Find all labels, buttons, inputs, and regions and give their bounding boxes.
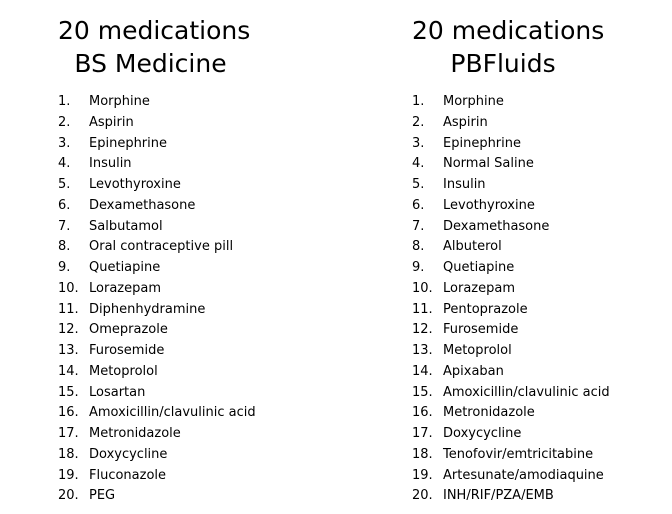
medication-list-item [58,196,354,217]
medication-name: Epinephrine [89,135,167,151]
medication-list-item [412,196,668,217]
bs-medicine-title [58,14,251,80]
medication-list-item [412,424,668,445]
bs-medicine-column [58,14,354,507]
medication-name: Levothyroxine [89,177,181,192]
medication-list-item [58,362,354,383]
medication-number: 15. [58,384,79,400]
medication-number: 18. [58,446,79,462]
medication-list-item [58,175,354,196]
medication-list-item [58,445,354,466]
medication-name: Furosemide [443,322,519,338]
medication-number: 8. [58,239,71,255]
medication-name: Artesunate/amodiaquine [443,467,604,483]
medication-name: Pentoprazole [443,301,528,317]
medication-list-item [412,175,668,196]
medication-name: Lorazepam [89,280,161,296]
medication-name: Insulin [89,156,132,172]
medication-list-item [412,134,668,155]
medication-list-item [412,341,668,362]
medication-name: Epinephrine [443,135,521,151]
medication-list-item [412,403,668,424]
medication-list-item [412,279,668,300]
medication-number: 14. [412,363,433,379]
medication-number: 14. [58,363,79,379]
medication-number: 2. [412,114,425,130]
medication-list-item [58,383,354,404]
medication-name: Amoxicillin/clavulinic acid [89,405,256,421]
medication-name: Doxycycline [443,426,522,441]
medication-number: 9. [58,260,71,275]
medication-name: Lorazepam [443,280,515,296]
medication-list-item [412,445,668,466]
medication-list-item [412,466,668,487]
medication-list-item [58,217,354,238]
medication-list-item [412,237,668,258]
medication-number: 19. [412,467,433,483]
medication-name: Apixaban [443,363,504,379]
medication-name: Albuterol [443,239,502,255]
medication-name: PEG [89,488,116,504]
medication-number: 3. [412,135,425,151]
medication-list-item [58,486,354,507]
medication-list-item [58,279,354,300]
bs-medicine-list [58,92,354,507]
medication-list-item [412,300,668,321]
medication-number: 10. [58,280,79,296]
medication-number: 5. [58,177,71,192]
pbfluids-title [412,14,605,80]
medication-name: Salbutamol [89,218,163,234]
medication-name: Fluconazole [89,467,167,483]
medication-name: Losartan [89,384,146,400]
medication-list-item [58,154,354,175]
medication-number: 9. [412,260,425,275]
medication-list-item [58,320,354,341]
medication-list-item [412,383,668,404]
medication-name: Metoprolol [443,343,512,358]
medication-number: 17. [58,426,79,441]
medication-number: 11. [412,301,433,317]
medication-name: Morphine [443,94,504,109]
medication-name: Dexamethasone [89,197,196,213]
bs-medicine-title-line2: BS Medicine [74,49,227,78]
medication-number: 4. [412,156,425,172]
medication-list-item [58,300,354,321]
medication-name: Metronidazole [89,426,181,441]
medication-name: Doxycycline [89,446,168,462]
medication-number: 12. [412,322,433,338]
medication-number: 2. [58,114,71,130]
medication-name: Omeprazole [89,322,168,338]
medication-list-item [58,466,354,487]
medication-number: 10. [412,280,433,296]
medication-list-item [412,362,668,383]
pbfluids-column [412,14,668,507]
medication-list-item [58,134,354,155]
medication-list-item [58,403,354,424]
medication-list-item [412,113,668,134]
medication-name: Tenofovir/emtricitabine [443,446,594,462]
medication-number: 7. [412,218,425,234]
medication-number: 17. [412,426,433,441]
medication-list-item [412,320,668,341]
medication-list-item [412,258,668,279]
pbfluids-title-line2: PBFluids [450,49,556,78]
pbfluids-title-line1: 20 medications [412,16,605,45]
medication-list-item [58,424,354,445]
medication-number: 11. [58,301,79,317]
medication-name: Aspirin [89,114,134,130]
medication-number: 1. [58,94,71,109]
medication-number: 13. [412,343,433,358]
medication-number: 16. [412,405,433,421]
medication-name: Metoprolol [89,363,158,379]
medication-number: 13. [58,343,79,358]
medication-name: Quetiapine [443,260,515,275]
medication-number: 8. [412,239,425,255]
medication-list-item [412,92,668,113]
medication-number: 15. [412,384,433,400]
medication-list-item [58,92,354,113]
medication-number: 1. [412,94,425,109]
medication-name: Morphine [89,94,150,109]
medication-name: Diphenhydramine [89,301,206,317]
medication-number: 7. [58,218,71,234]
medication-list-item [58,341,354,362]
medication-number: 12. [58,322,79,338]
medication-list-item [58,113,354,134]
medication-name: Amoxicillin/clavulinic acid [443,384,610,400]
medication-name: Levothyroxine [443,197,535,213]
medication-number: 20. [58,488,79,504]
bs-medicine-title-line1: 20 medications [58,16,251,45]
medication-list-item [412,154,668,175]
medication-number: 6. [412,197,425,213]
medication-number: 16. [58,405,79,421]
medication-name: Dexamethasone [443,218,550,234]
medication-name: Metronidazole [443,405,535,421]
medication-list-item [58,258,354,279]
medication-number: 5. [412,177,425,192]
medication-list-item [58,237,354,258]
medication-name: INH/RIF/PZA/EMB [443,488,554,504]
medication-number: 20. [412,488,433,504]
medication-number: 18. [412,446,433,462]
medication-list-item [412,217,668,238]
medication-number: 3. [58,135,71,151]
medication-name: Insulin [443,177,486,192]
pbfluids-list [412,92,668,507]
medication-name: Oral contraceptive pill [89,239,234,255]
medication-name: Furosemide [89,343,165,358]
medication-list-item [412,486,668,507]
medication-name: Normal Saline [443,156,534,172]
medication-number: 4. [58,156,71,172]
medication-name: Aspirin [443,114,488,130]
medication-name: Quetiapine [89,260,161,275]
medication-number: 6. [58,197,71,213]
medication-number: 19. [58,467,79,483]
